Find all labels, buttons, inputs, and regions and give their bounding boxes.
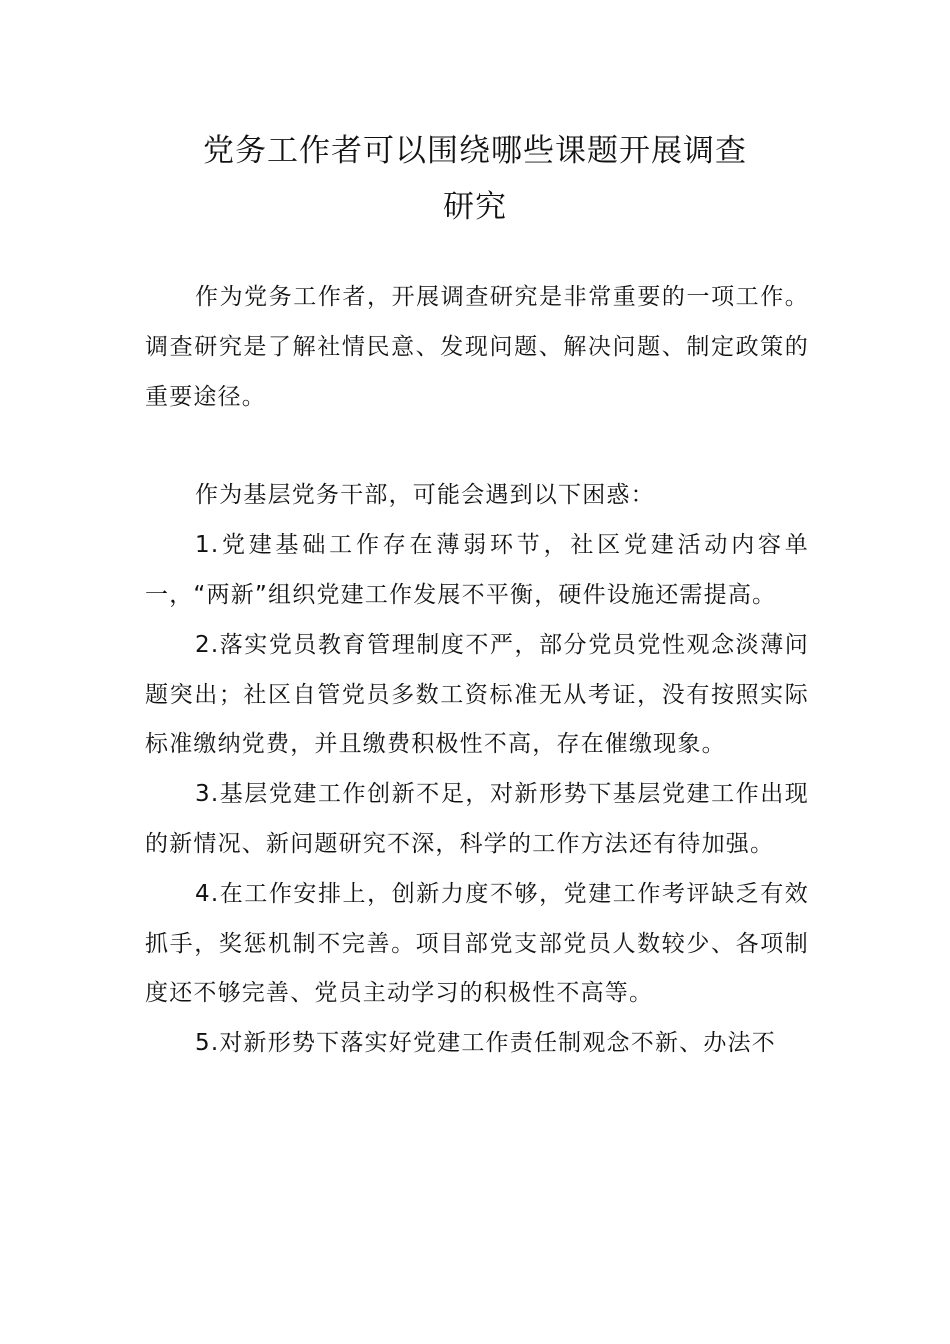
list-item-1: 1.党建基础工作存在薄弱环节，社区党建活动内容单一，“两新”组织党建工作发展不平衡，硬件设施还需提高。	[145, 532, 809, 608]
list-item-3: 3.基层党建工作创新不足，对新形势下基层党建工作出现的新情况、新问题研究不深，科学的工作方法还有待加强。	[145, 781, 809, 857]
lead-paragraph: 作为基层党务干部，可能会遇到以下困惑：	[195, 482, 655, 509]
list-item-5: 5.对新形势下落实好党建工作责任制观念不新、办法不	[195, 1030, 776, 1057]
intro-paragraph: 作为党务工作者，开展调查研究是非常重要的一项工作。调查研究是了解社情民意、发现问题、解决问题、制定政策的重要途径。	[145, 284, 809, 410]
list-item-2: 2.落实党员教育管理制度不严，部分党员党性观念淡薄问题突出；社区自管党员多数工资标准无从考证，没有按照实际标准缴纳党费，并且缴费积极性不高，存在催缴现象。	[145, 631, 809, 758]
document-body	[145, 273, 809, 1069]
list-item-4: 4.在工作安排上，创新力度不够，党建工作考评缺乏有效抓手，奖惩机制不完善。项目部党支部党员人数较少、各项制度还不够完善、党员主动学习的积极性不高等。	[145, 880, 809, 1007]
title-line-2: 研究	[443, 189, 507, 225]
document-title	[140, 123, 810, 235]
title-line-1: 党务工作者可以围绕哪些课题开展调查	[203, 133, 747, 169]
